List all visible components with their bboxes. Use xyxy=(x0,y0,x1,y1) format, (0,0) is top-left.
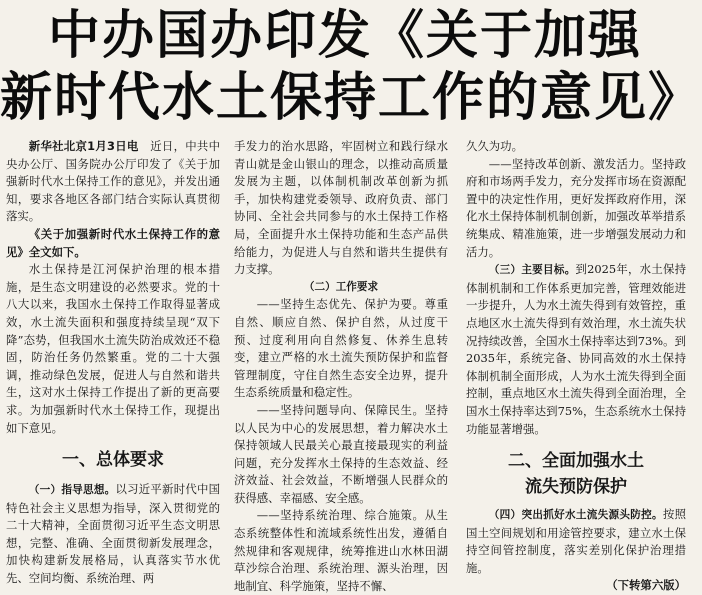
requirement-paragraph: ——坚持问题导向、保障民生。坚持以人民为中心的发展思想，着力解决水土保持领域人民最关心最直接最现实的利益问题，充分发挥水土保持的生态效益、经济效益、社会效益，不断增强人民群众的获得感、幸福感、安全感。 xyxy=(234,402,448,505)
section-2-title-line-1: 二、全面加强水土 xyxy=(508,451,644,472)
prevention-lead: （四）突出抓好水土流失源头防控。 xyxy=(488,509,663,522)
article-column-1 xyxy=(6,138,220,586)
headline-line-2: 新时代水土保持工作的意见》 xyxy=(0,68,702,128)
dateline: 新华社北京1月3日电 xyxy=(28,139,139,153)
article-column-3 xyxy=(466,138,686,593)
guiding-paragraph xyxy=(6,481,220,588)
section-1-title: 一、总体要求 xyxy=(62,450,164,471)
continued-note: （下转第六版） xyxy=(606,578,686,593)
prevention-body: 按照国土空间规划和用途管控要求，建立水土保持空间管控制度，落实差别化保护治理措施。 xyxy=(466,507,686,575)
requirement-continued: 久久为功。 xyxy=(466,139,523,153)
fulltext-note: 《关于加强新时代水土保持工作的意见》全文如下。 xyxy=(6,226,220,259)
article-column-2 xyxy=(234,138,448,593)
guiding-continued: 手发力的治水思路，牢固树立和践行绿水青山就是金山银山的理念，以推动高质量发展为主题，以体制机制改革创新为抓手，加快构建党委领导、政府负责、部门协同、全社会共同参与的水土保持工作格局，全面提升水土保持功能和生态产品供给能力，为促进人与自然和谐共生提供有力支撑。 xyxy=(234,139,448,277)
goals-body: 到2025年，水土保持体制机制和工作体系更加完善，管理效能进一步提升，人为水土流失得到有效管控，重点地区水土流失得到有效治理，水土流失状况持续改善，全国水土保持率达到73%。到2035年，系统完备、协同高效的水土保持体制机制全面形成，人为水土流失得到全面控制，重点地区水土流失得到全面治理，全国水土保持率达到75%，生态系统水土保持功能显著增强。 xyxy=(466,262,686,436)
intro-text: 近日，中共中央办公厅、国务院办公厅印发了《关于加强新时代水土保持工作的意见》，并发出通知，要求各地区各部门结合实际认真贯彻落实。 xyxy=(6,139,220,224)
guiding-body: 以习近平新时代中国特色社会主义思想为指导，深入贯彻党的二十大精神，全面贯彻习近平生态文明思想，完整、准确、全面贯彻新发展理念，加快构建新发展格局，认真落实节水优先、空间均衡、系统治理、两 xyxy=(6,482,220,586)
intro-paragraph xyxy=(6,138,220,226)
requirement-paragraph: ——坚持生态优先、保护为要。尊重自然、顺应自然、保护自然，从过度干预、过度利用向自然修复、休养生息转变，建立严格的水土流失预防保护和监督管理制度，守住自然生态安全边界，提升生态系统质量和稳定性。 xyxy=(234,297,448,400)
goals-lead: （三）主要目标。 xyxy=(488,264,576,277)
work-requirements-title: （二）工作要求 xyxy=(303,280,379,293)
section-2-title-line-2: 流失预防保护 xyxy=(525,477,627,498)
background-paragraph: 水土保持是江河保护治理的根本措施，是生态文明建设的必然要求。党的十八大以来，我国水土保持工作取得显著成效，水土流失面积和强度持续呈现“双下降”态势，但我国水土流失防治成效还不稳固，防治任务仍然繁重。党的二十大强调，推动绿色发展，促进人与自然和谐共生，这对水土保持工作提出了新的更高要求。为加强新时代水土保持工作，现提出如下意见。 xyxy=(6,262,220,435)
requirement-paragraph: ——坚持系统治理、综合施策。从生态系统整体性和流域系统性出发，遵循自然规律和客观规律，统筹推进山水林田湖草沙综合治理、系统治理、源头治理，因地制宜、科学施策，坚持不懈、 xyxy=(234,508,448,593)
headline-line-1: 中办国办印发《关于加强 xyxy=(47,6,642,66)
guiding-lead: （一）指导思想。 xyxy=(28,484,116,497)
requirement-paragraph: ——坚持改革创新、激发活力。坚持政府和市场两手发力，充分发挥市场在资源配置中的决定性作用，更好发挥政府作用，深化水土保持体制机制创新，加强改革举措系统集成、精准施策，进一步增强发展动力和活力。 xyxy=(466,156,686,259)
section-2-title xyxy=(466,448,686,500)
prevention-paragraph xyxy=(466,506,686,577)
goals-paragraph xyxy=(466,261,686,438)
